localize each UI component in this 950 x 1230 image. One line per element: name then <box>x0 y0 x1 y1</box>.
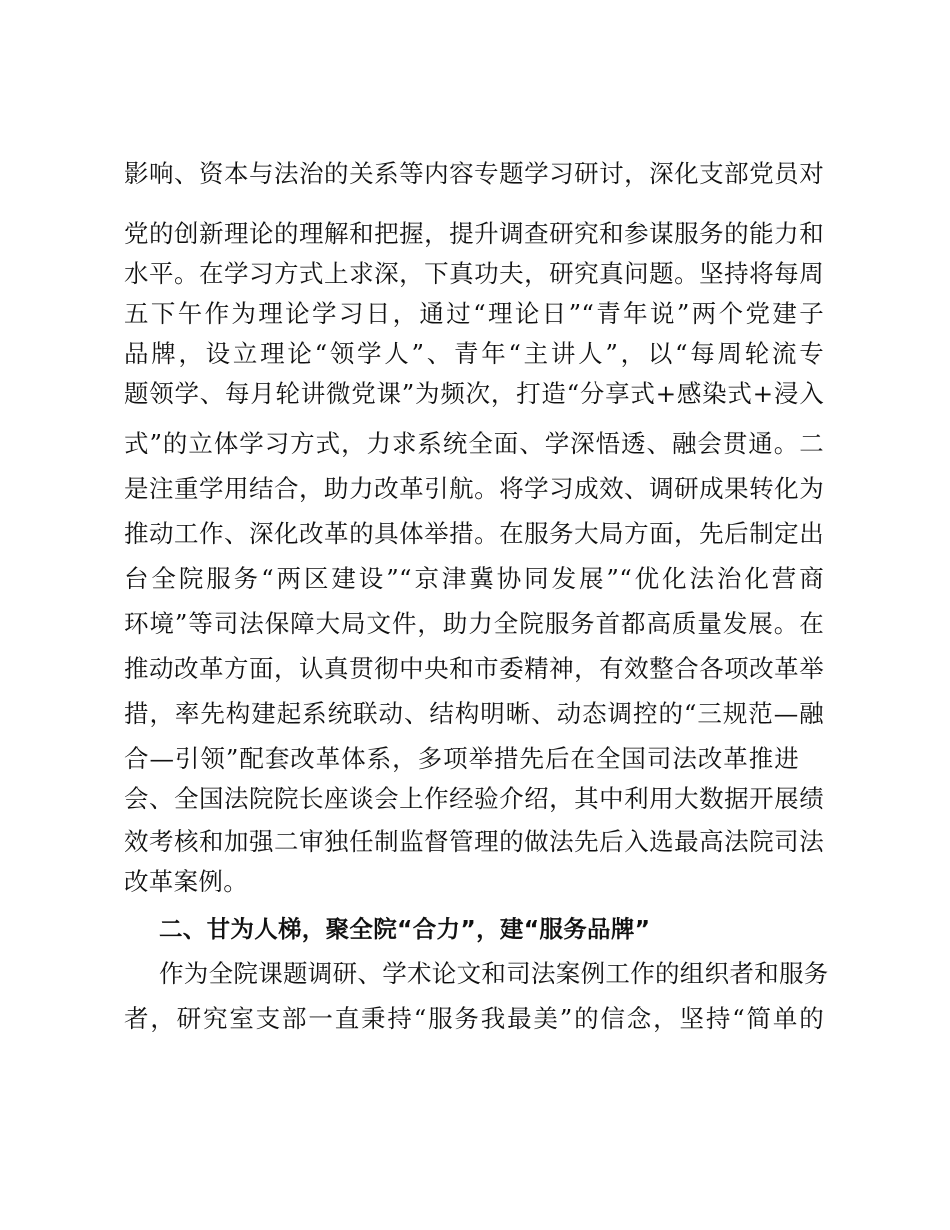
section-heading: 二、甘为人梯，聚全院“合力”，建“服务品牌” <box>159 915 651 943</box>
body-text-line: 合—引领”配套改革体系，多项举措先后在全国司法改革推进 <box>124 744 799 773</box>
body-text-line: 者，研究室支部一直秉持“服务我最美”的信念，坚持“简单的 <box>124 1004 824 1033</box>
body-text-line: 题领学、每月轮讲微党课”为频次，打造“分享式+感染式+浸入 <box>124 379 824 408</box>
body-text-line: 措，率先构建起系统联动、结构明晰、动态调控的“三规范—融 <box>124 699 824 728</box>
body-text-line: 环境”等司法保障大局文件，助力全院服务首都高质量发展。在 <box>124 609 824 638</box>
body-text-line: 式”的立体学习方式，力求系统全面、学深悟透、融会贯通。二 <box>124 429 825 458</box>
body-text-line: 是注重学用结合，助力改革引航。将学习成效、调研成果转化为 <box>124 474 824 503</box>
body-text-line: 推动改革方面，认真贯彻中央和市委精神，有效整合各项改革举 <box>124 654 824 683</box>
body-text-line: 台全院服务“两区建设”“京津冀协同发展”“优化法治化营商 <box>124 564 824 593</box>
body-text-line: 作为全院课题调研、学术论文和司法案例工作的组织者和服务 <box>159 959 829 988</box>
body-text-line: 会、全国法院院长座谈会上作经验介绍，其中利用大数据开展绩 <box>124 784 824 813</box>
body-text-line: 改革案例。 <box>124 867 248 896</box>
body-text-line: 效考核和加强二审独任制监督管理的做法先后入选最高法院司法 <box>124 827 824 856</box>
body-text-line: 推动工作、深化改革的具体举措。在服务大局方面，先后制定出 <box>124 519 824 548</box>
body-text-line: 水平。在学习方式上求深，下真功夫，研究真问题。坚持将每周 <box>124 259 824 288</box>
body-text-line: 品牌，设立理论“领学人”、青年“主讲人”，以“每周轮流专 <box>124 339 824 368</box>
body-text-line: 五下午作为理论学习日，通过“理论日”“青年说”两个党建子 <box>124 299 824 328</box>
body-text-line: 党的创新理论的理解和把握，提升调查研究和参谋服务的能力和 <box>124 219 824 248</box>
body-text-line: 影响、资本与法治的关系等内容专题学习研讨，深化支部党员对 <box>124 159 824 188</box>
